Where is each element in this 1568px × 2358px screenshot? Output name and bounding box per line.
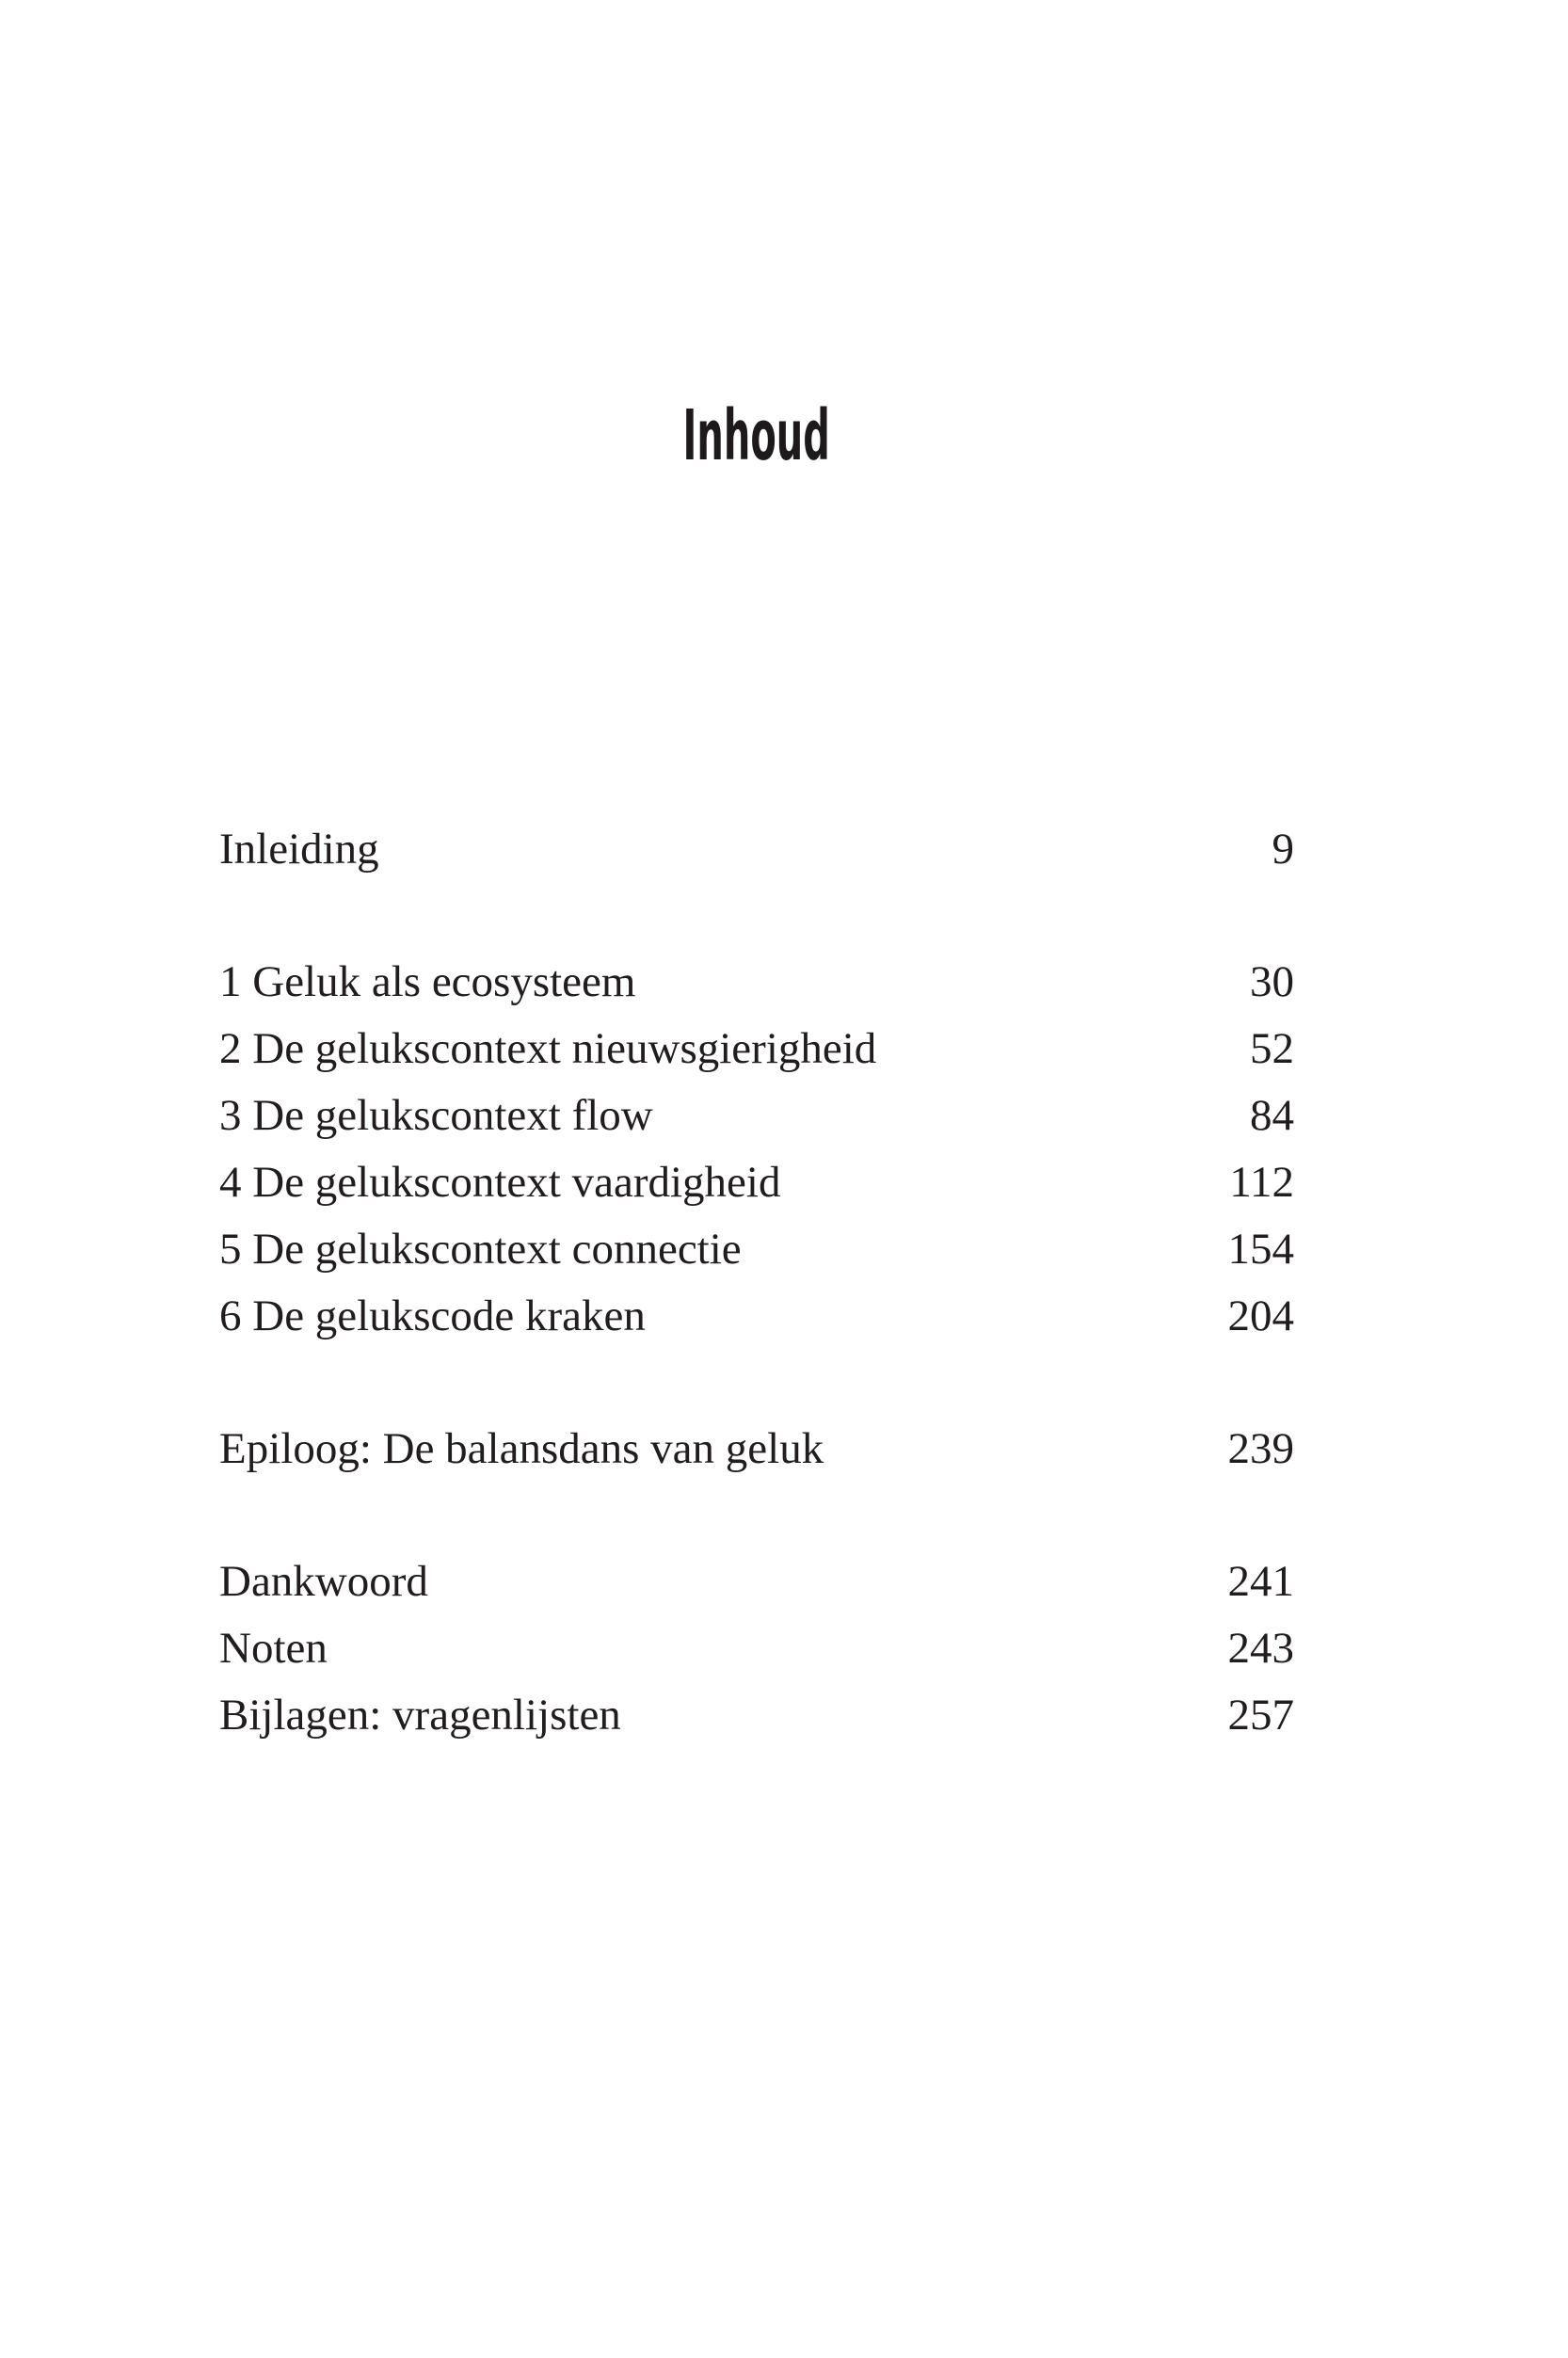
toc-entry-label: 2 De gelukscontext nieuwsgierigheid [219, 1024, 877, 1073]
toc-entry-page: 257 [1227, 1691, 1294, 1740]
toc-entry-label: 3 De gelukscontext flow [219, 1091, 653, 1140]
toc-entry-label: Inleiding [219, 825, 379, 874]
toc-entry [219, 1682, 1294, 1749]
toc-section-chapters [219, 949, 1294, 1350]
toc-entry-page: 243 [1227, 1624, 1294, 1673]
toc-entry-label: 1 Geluk als ecosysteem [219, 957, 636, 1006]
toc-entry-label: Dankwoord [219, 1557, 428, 1606]
toc-entry [219, 949, 1294, 1016]
toc-entry-label: 5 De gelukscontext connectie [219, 1225, 742, 1274]
toc-entry [219, 1283, 1294, 1350]
toc-entry [219, 1416, 1294, 1483]
toc-entry-page: 204 [1227, 1291, 1294, 1340]
toc-entry-page: 52 [1250, 1024, 1294, 1073]
toc-entry-page: 241 [1227, 1557, 1294, 1606]
toc-entry [219, 1216, 1294, 1283]
toc-entry-page: 112 [1229, 1158, 1294, 1207]
page-title-container [219, 395, 1294, 476]
toc-entry-page: 154 [1227, 1225, 1294, 1274]
toc-entry [219, 1149, 1294, 1216]
toc-entry [219, 1083, 1294, 1149]
table-of-contents [219, 816, 1294, 1749]
toc-entry [219, 1548, 1294, 1615]
page-title: Inhoud [682, 395, 831, 476]
toc-entry-page: 239 [1227, 1424, 1294, 1473]
toc-entry-label: Epiloog: De balansdans van geluk [219, 1424, 824, 1473]
toc-entry-page: 9 [1272, 825, 1294, 874]
toc-section-backmatter [219, 1548, 1294, 1749]
toc-entry-label: 4 De gelukscontext vaardigheid [219, 1158, 781, 1207]
toc-section-epilogue [219, 1416, 1294, 1483]
toc-entry-label: Bijlagen: vragenlijsten [219, 1691, 621, 1740]
toc-entry-page: 84 [1250, 1091, 1294, 1140]
toc-entry [219, 1016, 1294, 1083]
toc-section-intro [219, 816, 1294, 883]
toc-entry [219, 1615, 1294, 1682]
toc-entry [219, 816, 1294, 883]
toc-entry-label: Noten [219, 1624, 328, 1673]
toc-entry-page: 30 [1250, 957, 1294, 1006]
toc-entry-label: 6 De gelukscode kraken [219, 1291, 646, 1340]
